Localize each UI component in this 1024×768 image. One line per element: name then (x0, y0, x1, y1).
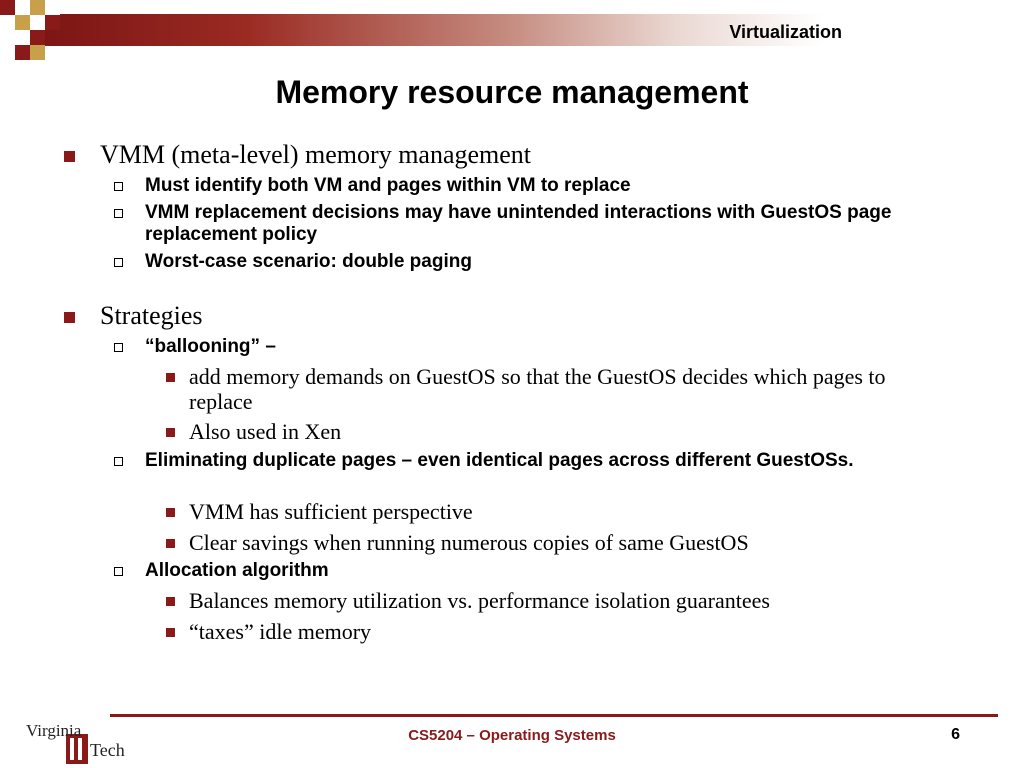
hollow-square-bullet-icon (114, 258, 123, 267)
square-bullet-icon (166, 628, 175, 637)
slide-title: Memory resource management (275, 74, 749, 110)
hollow-square-bullet-icon (114, 343, 123, 352)
decor-square (30, 30, 45, 45)
square-bullet-icon (166, 539, 175, 548)
decor-square (15, 45, 30, 60)
decor-square (30, 0, 45, 15)
footer-course: CS5204 – Operating Systems (408, 727, 616, 744)
decor-square (15, 15, 30, 30)
virginia-tech-logo (24, 718, 134, 766)
decor-square (30, 15, 45, 30)
hollow-square-bullet-icon (114, 567, 123, 576)
hollow-square-bullet-icon (114, 182, 123, 191)
decor-square (0, 0, 15, 15)
hollow-square-bullet-icon (114, 457, 123, 466)
decor-square (0, 30, 15, 45)
svg-text:Virginia: Virginia (26, 721, 82, 740)
decor-square (15, 0, 30, 15)
square-bullet-icon (166, 508, 175, 517)
decor-square (45, 0, 60, 15)
square-bullet-icon (166, 597, 175, 606)
footer-rule (110, 714, 998, 717)
decor-square (30, 45, 45, 60)
hollow-square-bullet-icon (114, 209, 123, 218)
svg-text:Tech: Tech (90, 740, 125, 760)
page-number: 6 (951, 726, 960, 743)
header-banner (0, 0, 1024, 62)
section-label: Virtualization (729, 22, 842, 42)
square-bullet-icon (64, 312, 75, 323)
square-bullet-icon (166, 373, 175, 382)
decor-square (45, 15, 60, 30)
square-bullet-icon (64, 151, 75, 162)
square-bullet-icon (166, 428, 175, 437)
